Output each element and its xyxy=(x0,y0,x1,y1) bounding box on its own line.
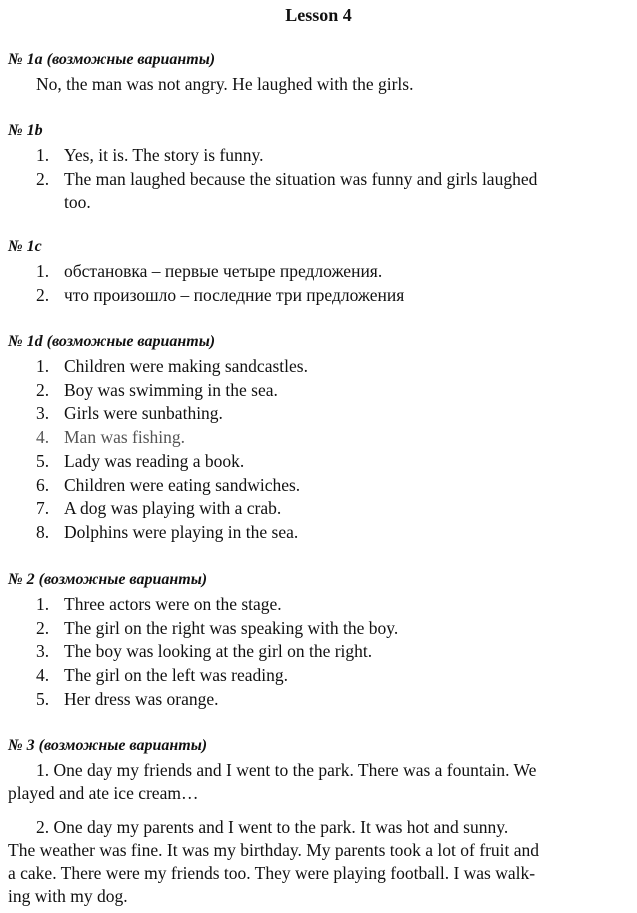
list-item xyxy=(36,593,282,615)
item-number: 5. xyxy=(36,451,50,471)
item-number: 1. xyxy=(36,145,50,165)
item-text-continuation: too. xyxy=(64,192,91,212)
heading-1b: № 1b xyxy=(8,122,43,139)
item-text: The man laughed because the situation was funny and girls laughed xyxy=(64,169,538,189)
paragraph-1-line: played and ate ice cream… xyxy=(8,783,199,803)
heading-1d: № 1d (возможные варианты) xyxy=(8,333,216,350)
list-item xyxy=(36,402,223,424)
item-text: Children were making sandcastles. xyxy=(64,356,308,376)
item-text: Girls were sunbathing. xyxy=(64,403,223,423)
item-text: A dog was playing with a crab. xyxy=(64,498,282,518)
list-item xyxy=(36,688,219,710)
item-number: 1. xyxy=(36,356,50,376)
list-item xyxy=(36,168,537,190)
item-number: 2. xyxy=(36,169,50,189)
list-item xyxy=(36,426,185,448)
item-text: что произошло – последние три предложения xyxy=(64,285,405,305)
item-text: Boy was swimming in the sea. xyxy=(64,380,278,400)
list-item xyxy=(36,640,372,662)
list-item xyxy=(36,521,298,543)
item-number: 2. xyxy=(36,380,50,400)
item-number: 7. xyxy=(36,498,50,518)
item-number: 2. xyxy=(36,618,50,638)
item-number: 8. xyxy=(36,522,50,542)
item-text: Children were eating sandwiches. xyxy=(64,475,301,495)
item-text: Her dress was orange. xyxy=(64,689,219,709)
heading-3: № 3 (возможные варианты) xyxy=(8,737,208,754)
item-number: 4. xyxy=(36,665,50,685)
item-number: 2. xyxy=(36,285,50,305)
list-item xyxy=(36,450,244,472)
list-item xyxy=(36,355,308,377)
paragraph-2-line: 2. One day my parents and I went to the park. It was hot and sunny. xyxy=(36,817,509,837)
list-item xyxy=(36,617,398,639)
item-number: 6. xyxy=(36,475,50,495)
heading-1c: № 1c xyxy=(8,238,42,255)
list-item xyxy=(36,144,264,166)
paragraph-2-line: ing with my dog. xyxy=(8,886,128,906)
list-item xyxy=(36,260,382,282)
list-item xyxy=(36,497,281,519)
paragraph-2-line: a cake. There were my friends too. They were playing football. I was walk- xyxy=(8,863,536,883)
list-item xyxy=(36,284,404,306)
heading-2: № 2 (возможные варианты) xyxy=(8,571,208,588)
page-title: Lesson 4 xyxy=(285,5,352,25)
item-number: 1. xyxy=(36,594,50,614)
item-number: 3. xyxy=(36,403,50,423)
item-text: Three actors were on the stage. xyxy=(64,594,282,614)
heading-1a: № 1a (возможные варианты) xyxy=(8,51,216,68)
paragraph-2-line: The weather was fine. It was my birthday. My parents took a lot of fruit and xyxy=(8,840,540,860)
item-number: 3. xyxy=(36,641,50,661)
item-text: Man was fishing. xyxy=(64,427,186,447)
item-text: Dolphins were playing in the sea. xyxy=(64,522,299,542)
item-text: Lady was reading a book. xyxy=(64,451,245,471)
answer-1a-text: No, the man was not angry. He laughed with the girls. xyxy=(36,74,414,94)
list-item xyxy=(36,664,288,686)
item-text: The boy was looking at the girl on the right. xyxy=(64,641,373,661)
item-text: Yes, it is. The story is funny. xyxy=(64,145,264,165)
item-number: 4. xyxy=(36,427,50,447)
item-text: обстановка – первые четыре предложения. xyxy=(64,261,383,281)
item-number: 1. xyxy=(36,261,50,281)
paragraph-1-line: 1. One day my friends and I went to the park. There was a fountain. We xyxy=(36,760,537,780)
list-item xyxy=(36,379,278,401)
item-text: The girl on the right was speaking with the boy. xyxy=(64,618,399,638)
item-number: 5. xyxy=(36,689,50,709)
item-text: The girl on the left was reading. xyxy=(64,665,289,685)
list-item xyxy=(36,474,300,496)
